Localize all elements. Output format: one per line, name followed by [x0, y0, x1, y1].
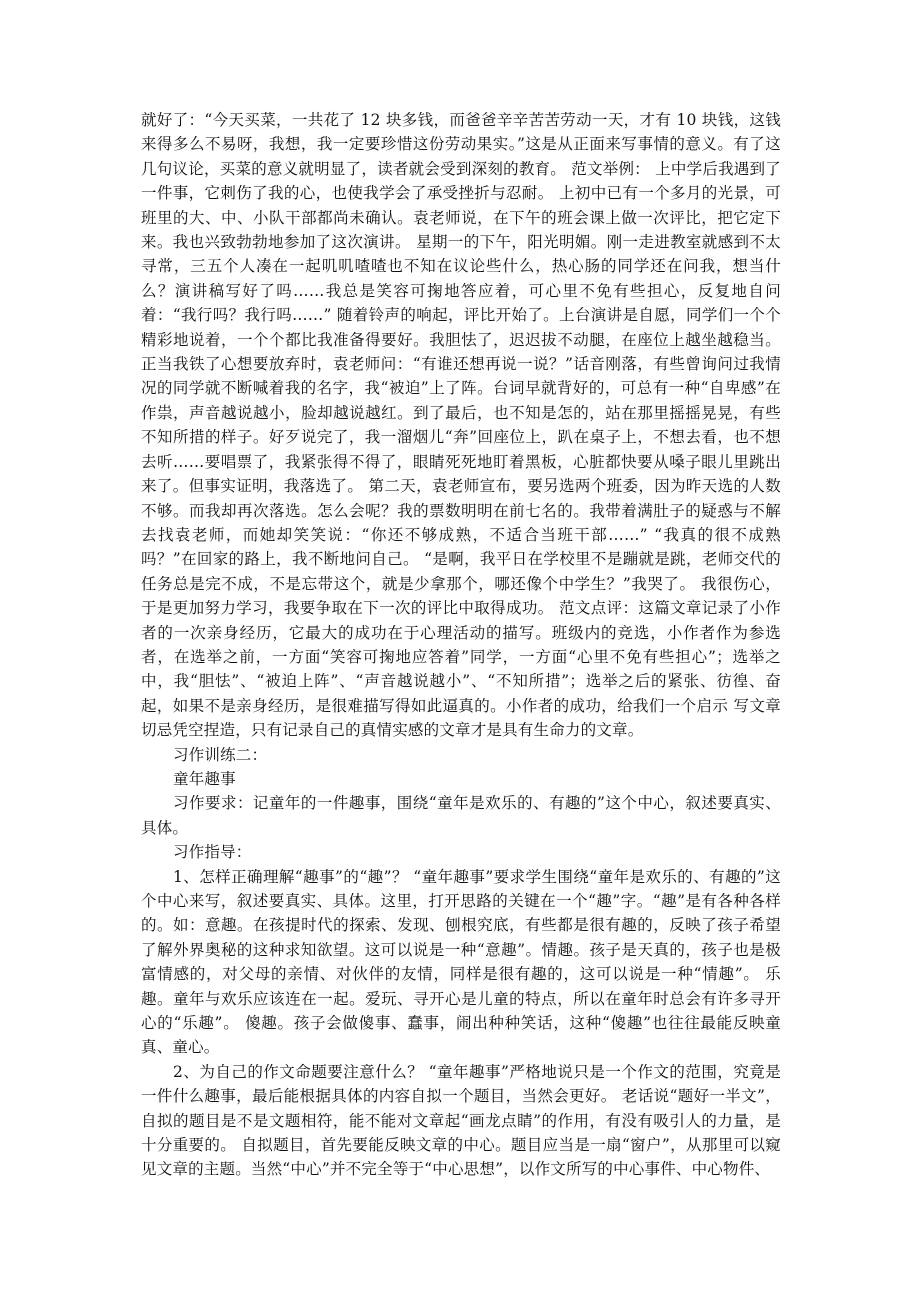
paragraph-exercise-requirement: 习作要求：记童年的一件趣事，围绕“童年是欢乐的、有趣的”这个中心，叙述要真实、具体。 — [141, 794, 781, 837]
document-page — [141, 108, 781, 1182]
paragraph-guidance-point-2: 2、为自己的作文命题要注意什么？ “童年趣事”严格地说只是一个作文的范围，究竟是一件什么趣事，最后能根据具体的内容自拟一个题目，当然会更好。 老话说“题好一半文”，自拟的题目是不是文题相符，能不能对文章起“画龙点睛”的作用，有没有吸引人的力量，是十分重要的。 自拟题目，首先要能反映文章的中心。题目应当是一扇“窗户”，从那里可以窥见文章的主题。当然“中心”并不完全等于“中心思想”，以作文所写的中心事件、中心物件、 — [141, 1062, 781, 1179]
paragraph-guidance-point-1: 1、怎样正确理解“趣事”的“趣”？ “童年趣事”要求学生围绕“童年是欢乐的、有趣的”这个中心来写，叙述要真实、具体。这里，打开思路的关键在一个“趣”字。“趣”是有各种各样的。如：意趣。在孩提时代的探索、发现、刨根究底，有些都是很有趣的，反映了孩子希望了解外界奥秘的这种求知欲望。这可以说是一种“意趣”。情趣。孩子是天真的，孩子也是极富情感的，对父母的亲情、对伙伴的友情，同样是很有趣的，这可以说是一种“情趣”。 乐趣。童年与欢乐应该连在一起。爱玩、寻开心是儿童的特点，所以在童年时总会有许多寻开心的“乐趣”。 傻趣。孩子会做傻事、蠢事，闹出种种笑话，这种“傻趣”也往往最能反映童真、童心。 — [141, 867, 781, 1057]
paragraph-guidance-heading: 习作指导： — [173, 843, 252, 862]
paragraph-exercise-heading: 习作训练二： — [173, 745, 268, 764]
paragraph-essay-example: 就好了：“今天买菜，一共花了 12 块多钱，而爸爸辛辛苦苦劳动一天，才有 10 块钱，这钱来得多么不易呀，我想，我一定要珍惜这份劳动果实。”这是从正面来写事情的意义。有了这几句议论，买菜的意义就明显了，读者就会受到深刻的教育。 范文举例： 上中学后我遇到了一件事，它刺伤了我的心，也使我学会了承受挫折与忍耐。 上初中已有一个多月的光景，可班里的大、中、小队干部都尚未确认。袁老师说，在下午的班会课上做一次评比，把它定下来。我也兴致勃勃地参加了这次演讲。 星期一的下午，阳光明媚。刚一走进教室就感到不太寻常，三五个人凑在一起叽叽喳喳也不知在议论些什么，热心肠的同学还在问我，想当什么？演讲稿写好了吗……我总是笑容可掬地答应着，可心里不免有些担心，反复地自问着：“我行吗？我行吗……” 随着铃声的响起，评比开始了。上台演讲是自愿，同学们一个个精彩地说着，一个个都比我准备得要好。我胆怯了，迟迟拔不动腿，在座位上越坐越稳当。正当我铁了心想要放弃时，袁老师问：“有谁还想再说一说？”话音刚落，有些曾询问过我情况的同学就不断喊着我的名字，我“被迫”上了阵。台词早就背好的，可总有一种“自卑感”在作祟，声音越说越小，脸却越说越红。到了最后，也不知是怎的，站在那里摇摇晃晃，有些不知所措的样子。好歹说完了，我一溜烟儿“奔”回座位上，趴在桌子上，不想去看，也不想去听……要唱票了，我紧张得不得了，眼睛死死地盯着黑板，心脏都快要从嗓子眼儿里跳出来了。但事实证明，我落选了。 第二天，袁老师宣布，要另选两个班委，因为昨天选的人数不够。而我却再次落选。怎么会呢？我的票数明明在前七名的。我带着满肚子的疑惑与不解去找袁老师，而她却笑笑说：“你还不够成熟，不适合当班干部……” “我真的很不成熟吗？”在回家的路上，我不断地问自己。 “是啊，我平日在学校里不是蹦就是跳，老师交代的任务总是完不成，不是忘带这个，就是少拿那个，哪还像个中学生？”我哭了。 我很伤心，于是更加努力学习，我要争取在下一次的评比中取得成功。 范文点评：这篇文章记录了小作者的一次亲身经历，它最大的成功在于心理活动的描写。班级内的竞选，小作者作为参选者，在选举之前，一方面“笑容可掬地应答着”同学，一方面“心里不免有些担心”；选举之中，我“胆怯”、“被迫上阵”、“声音越说越小”、“不知所措”；选举之后的紧张、彷徨、奋起，如果不是亲身经历，是很难描写得如此逼真的。小作者的成功，给我们一个启示 写文章切忌凭空捏造，只有记录自己的真情实感的文章才是具有生命力的文章。 — [141, 111, 781, 740]
paragraph-exercise-title: 童年趣事 — [173, 769, 236, 788]
